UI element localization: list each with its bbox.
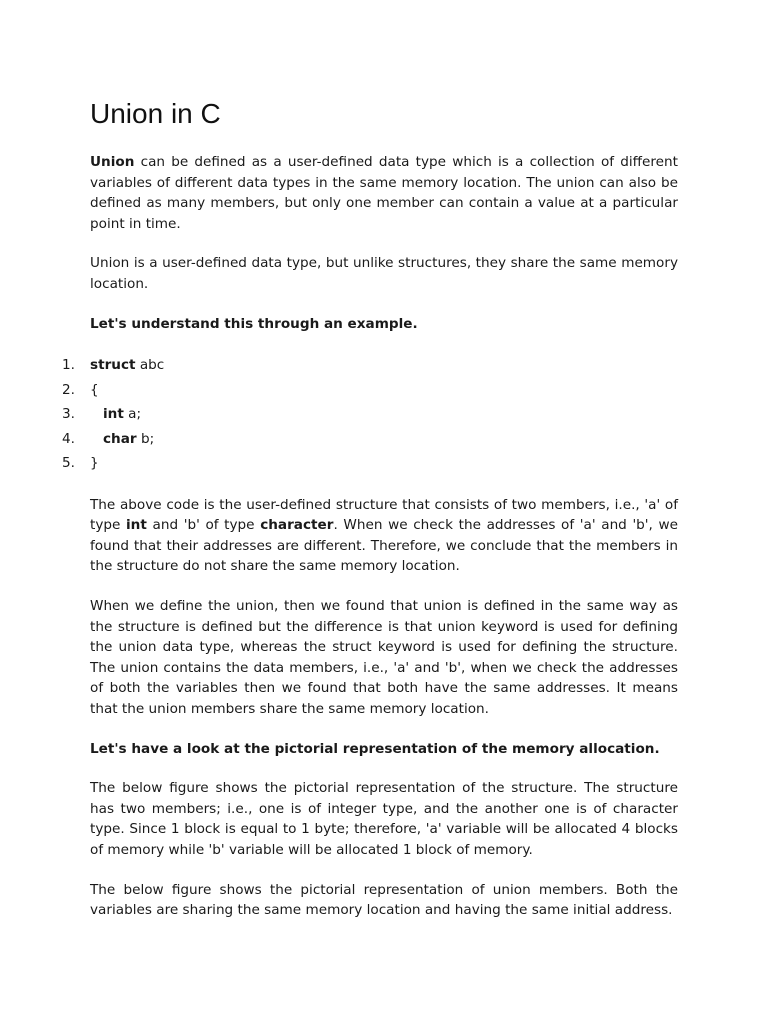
bold-term-character: character <box>260 517 334 534</box>
code-keyword: int <box>103 406 124 423</box>
line-number: 4. <box>62 430 75 447</box>
union-explanation-paragraph: When we define the union, then we found that union is defined in the same way as the structure is defined but the difference is that union keyword is used for defining the union data type, whereas the struct keyword is used for defining the structure. The union contains the data members, i.e., 'a' and 'b', when we check the addresses of both the variables then we found that both have the same addresses. It means that the union members share the same memory location. <box>90 598 678 717</box>
code-rest: b; <box>136 430 155 447</box>
code-line <box>62 378 678 403</box>
text-run: . When we check the addresses of 'a' and 'b', we found that their addresses are different. Therefore, we conclude that the members in the structure do not share the same memory location. <box>90 517 678 575</box>
memory-heading: Let's have a look at the pictorial representation of the memory allocation. <box>90 740 660 757</box>
example-heading: Let's understand this through an example. <box>90 315 418 332</box>
line-number: 5. <box>62 455 75 472</box>
line-number: 1. <box>62 357 75 374</box>
intro-bold-term: Union <box>90 154 135 170</box>
structure-figure-paragraph: The below figure shows the pictorial representation of the structure. The structure has two members; i.e., one is of integer type, and the another one is of character type. Since 1 block is equal to 1 byte; therefore, 'a' variable will be allocated 4 blocks of memory while 'b' variable will be allocated 1 block of memory. <box>90 780 678 858</box>
page-title: Union in C <box>90 98 221 129</box>
code-line <box>62 451 678 476</box>
code-rest: { <box>90 381 99 398</box>
text-run: and 'b' of type <box>146 517 261 534</box>
union-figure-paragraph: The below figure shows the pictorial representation of union members. Both the variables are sharing the same memory location and having the same initial address. <box>90 881 678 919</box>
code-line <box>62 427 678 452</box>
code-line <box>62 353 678 378</box>
intro-text: can be defined as a user-defined data type which is a collection of different variables of different data types in the same memory location. The union can also be defined as many members, but only one member can contain a value at a particular point in time. <box>90 154 678 232</box>
line-number: 2. <box>62 381 75 398</box>
article <box>62 96 678 940</box>
code-line <box>62 402 678 427</box>
structure-explanation-paragraph <box>90 495 678 577</box>
code-rest: } <box>90 455 99 472</box>
intro-paragraph <box>90 152 678 234</box>
text-run: The above code is the user-defined structure that consists of two members, i.e., 'a' of type <box>90 496 678 534</box>
code-keyword: char <box>103 430 137 447</box>
bold-term-int: int <box>126 517 147 534</box>
line-number: 3. <box>62 406 75 423</box>
union-definition-paragraph: Union is a user-defined data type, but unlike structures, they share the same memory location. <box>90 255 678 292</box>
code-listing <box>62 353 678 476</box>
code-rest: a; <box>123 406 142 423</box>
code-keyword: struct <box>90 357 136 374</box>
code-rest: abc <box>135 357 165 374</box>
